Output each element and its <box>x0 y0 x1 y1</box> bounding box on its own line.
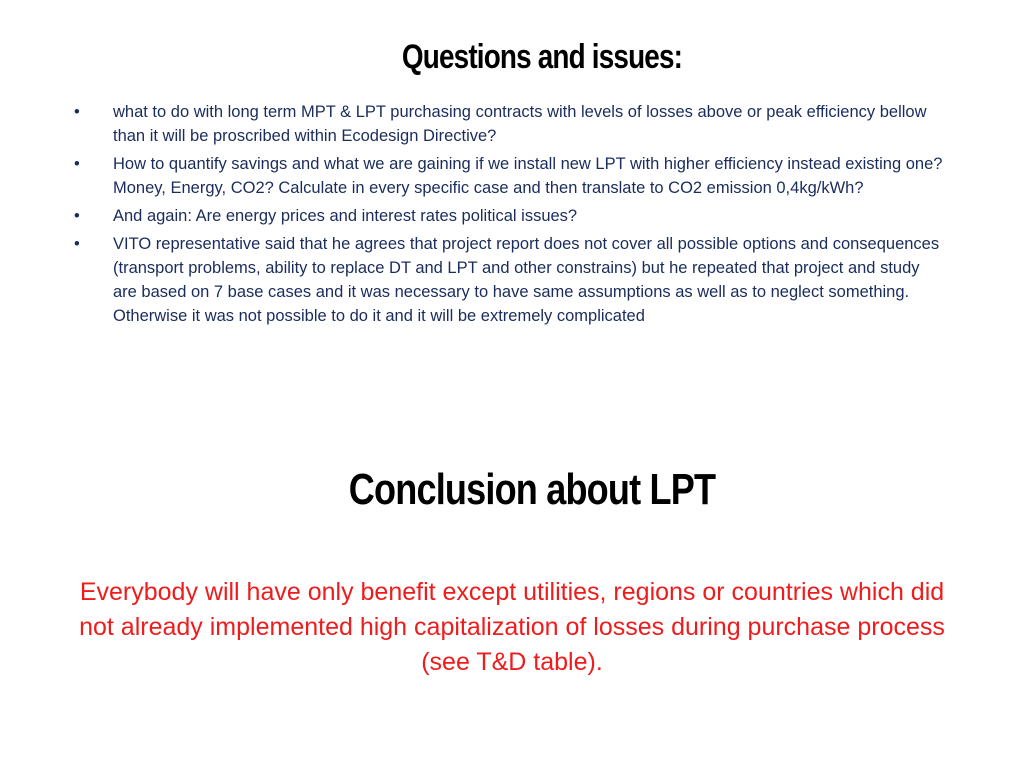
list-item-text: VITO representative said that he agrees that project report does not cover all possible options and consequences (transport problems, ability to replace DT and LPT and other constrains) but he repeated that project and study are based on 7 base cases and it was necessary to have same assumptions as well as to neglect something. Otherwise it was not possible to do it and it will be extremely complicated <box>113 235 940 325</box>
list-item-text: And again: Are energy prices and interest rates political issues? <box>113 207 578 225</box>
list-item-text: How to quantify savings and what we are gaining if we install new LPT with higher efficiency instead existing one? Money, Energy, CO2? Calculate in every specific case and then translate to CO2 emission 0,4kg/kWh? <box>113 155 943 197</box>
bullet-icon: • <box>74 207 80 225</box>
bullet-icon: • <box>74 155 80 173</box>
bullet-icon: • <box>74 235 80 253</box>
list-item <box>74 232 944 328</box>
questions-list <box>74 100 944 332</box>
list-item-text: what to do with long term MPT & LPT purchasing contracts with levels of losses above or peak efficiency bellow than it will be proscribed within Ecodesign Directive? <box>113 103 927 145</box>
list-item <box>74 100 944 148</box>
list-item <box>74 152 944 200</box>
bullet-icon: • <box>74 103 80 121</box>
list-item <box>74 204 944 228</box>
questions-heading: Questions and issues: <box>401 38 683 76</box>
conclusion-heading: Conclusion about LPT <box>348 465 716 514</box>
conclusion-text: Everybody will have only benefit except utilities, regions or countries which did not already implemented high capitalization of losses during purchase process (see T&D table). <box>79 578 945 676</box>
